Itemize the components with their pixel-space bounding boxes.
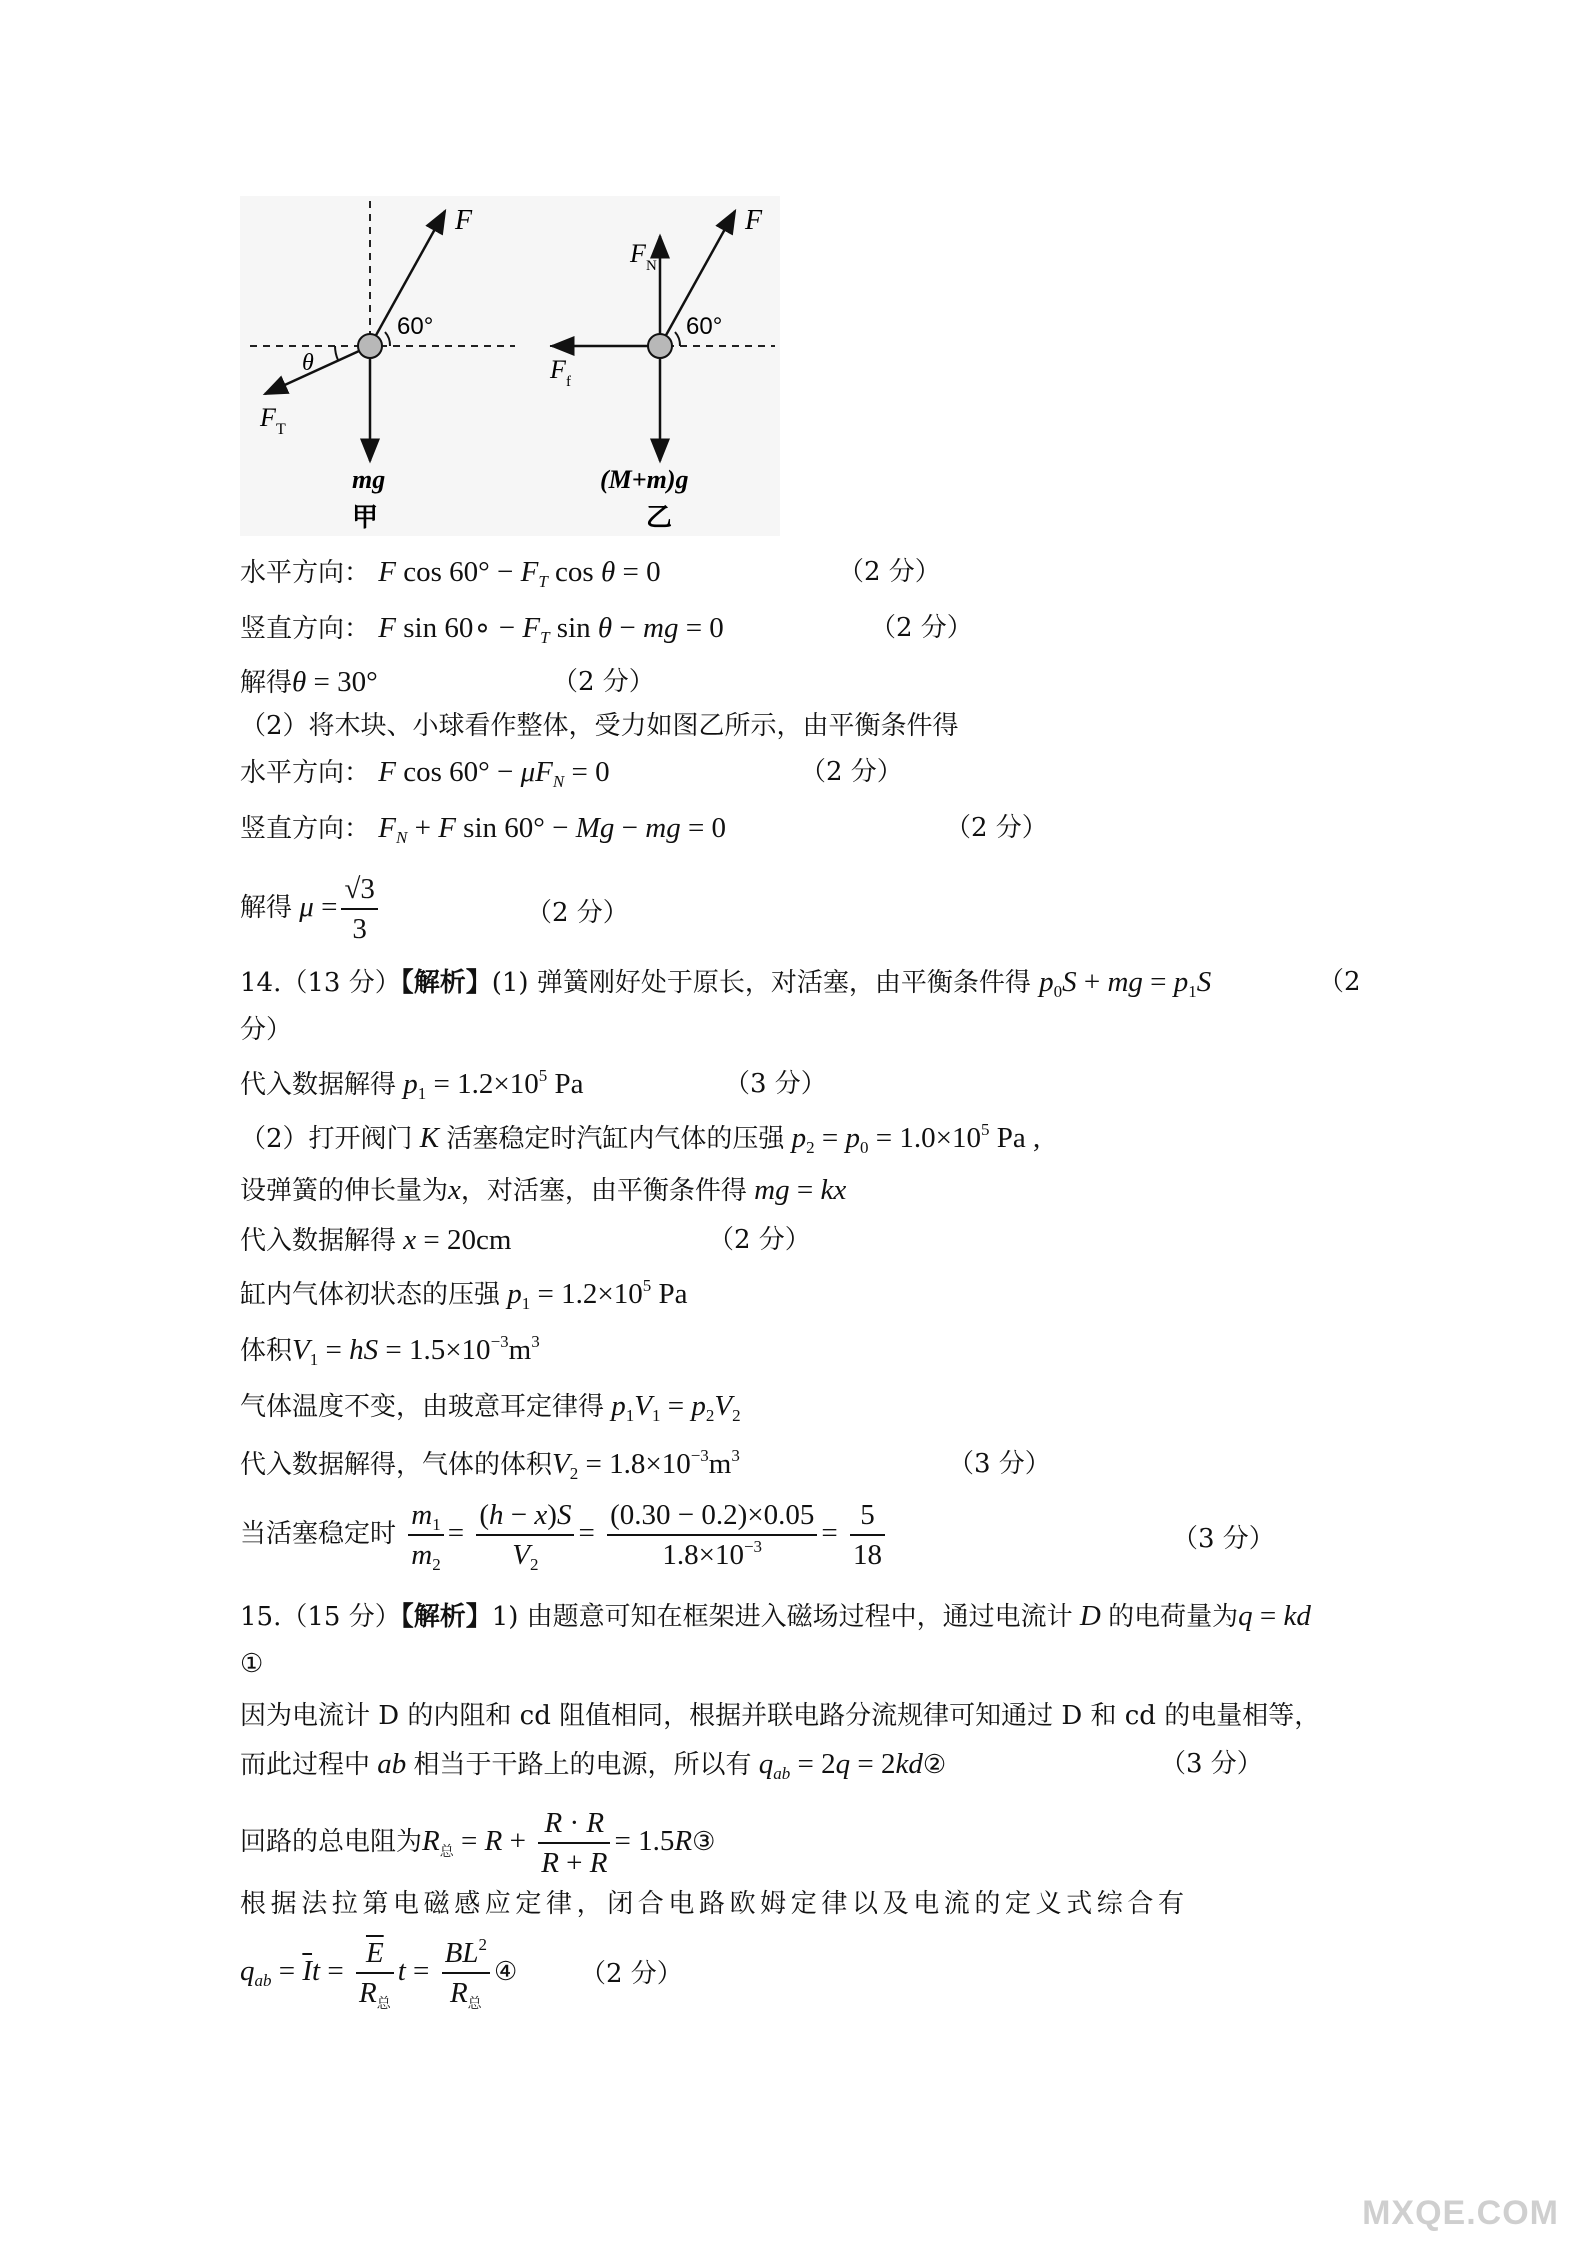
q14-points-b: 分） xyxy=(240,1015,293,1045)
right-label-Ff: F xyxy=(550,355,566,384)
right-label-FN: F xyxy=(630,239,646,268)
q14-V2: 代入数据解得，气体的体积$V_2 = 1.8\times 10^{-3}m^3$ xyxy=(240,1446,740,1483)
result-theta: 解得θ = 30° xyxy=(240,666,378,698)
left-angle-arc xyxy=(385,332,390,346)
points-l25: （2 分） xyxy=(580,1959,683,1989)
left-label-jia: 甲 xyxy=(352,503,379,533)
right-label-Mmg: (M+m)g xyxy=(600,465,689,494)
points-l10: （3 分） xyxy=(724,1069,827,1099)
watermark-text: MXQE.COM xyxy=(1362,2194,1559,2232)
right-label-angle: 60° xyxy=(686,313,723,340)
points-l2: （2 分） xyxy=(870,613,973,643)
right-label-F: F xyxy=(745,205,763,236)
points-l5: （2 分） xyxy=(800,757,903,787)
q14-part2: （2）打开阀门 K 活塞稳定时汽缸内气体的压强 $p_2 = p_0 = 1.0\times 10^5$ Pa , xyxy=(240,1120,1041,1157)
q15-charge: $q_{ab} = \overline{I}t$ = $\frac{\overline{E}}{R_总}$ t = $\frac{BL^2}{R_总}$ ④ xyxy=(240,1935,518,2012)
left-label-FT-sub: T xyxy=(276,421,286,438)
left-theta-arc xyxy=(335,346,338,360)
eq-vertical-1 xyxy=(240,610,724,647)
left-label-theta: θ xyxy=(302,350,314,376)
left-label-FT: F xyxy=(260,403,276,432)
left-label-angle: 60° xyxy=(397,313,434,340)
q15-parallel: 因为电流计 D 的内阻和 cd 阻值相同，根据并联电路分流规律可知通过 D 和 cd 的电量相等， xyxy=(240,1701,1321,1731)
right-ball xyxy=(648,334,672,358)
points-l6: （2 分） xyxy=(945,813,1048,843)
q14-initial-p: 缸内气体初状态的压强 $p_1 = 1.2\times 10^5$ Pa xyxy=(240,1276,688,1313)
left-ball xyxy=(358,334,382,358)
q14-volume: 体积$V_1$ = hS = $1.5\times 10^{-3}m^3$ xyxy=(240,1332,540,1369)
eq-horizontal-2: 水平方向： F $\cos 60^\circ - \mu F_N = 0$ xyxy=(240,756,610,791)
left-force-FT-arrow xyxy=(265,346,370,394)
points-l17: （3 分） xyxy=(948,1449,1051,1479)
result-mu: 解得 μ = $\frac{√3}{3}$ xyxy=(240,870,382,948)
right-angle-arc xyxy=(675,332,680,346)
right-label-yi: 乙 xyxy=(646,503,673,533)
q15-qab: 而此过程中 ab 相当于干路上的电源，所以有 $q_{ab} = 2q$ = 2kd② xyxy=(240,1748,947,1783)
q15-jiexi: 【解析】 xyxy=(400,1602,492,1632)
right-label-FN-sub: N xyxy=(646,258,657,274)
q15-faraday: 根据法拉第电磁感应定律，闭合电路欧姆定律以及电流的定义式综合有 xyxy=(240,1889,1189,1919)
eq-horizontal-1 xyxy=(240,554,661,591)
label-vertical: 竖直方向： xyxy=(240,614,371,644)
q15-number: 15.（15 分） xyxy=(240,1602,401,1632)
q14-points-a: （2 xyxy=(1318,967,1361,997)
right-label-Ff-sub: f xyxy=(566,374,571,390)
q15-total-r: 回路的总电阻为$R_总 = R$ + $\frac{R \cdot R}{R + R}$ = 1.5R③ xyxy=(240,1804,715,1882)
q14-ratio: 当活塞稳定时 $\frac{m_1}{m_2}$ = $\frac{(h - x)S}{V_2}$ = $\frac{(0.30 - 0.2)\times 0.05}{1.8\times 10^{-3}}$ = $\frac{5}{18}$ xyxy=(240,1496,889,1574)
q14-number: 14.（13 分） xyxy=(240,968,401,998)
label-horizontal-2: 水平方向： xyxy=(240,758,371,788)
equation-h1: F $\cos 60^\circ - F_T$ cos θ = 0 xyxy=(378,556,661,591)
left-label-mg: mg xyxy=(352,465,386,494)
points-l18: （3 分） xyxy=(1172,1524,1275,1554)
q14-heading: 14.（13 分）【解析】(1) 弹簧刚好处于原长，对活塞，由平衡条件得 $p_0S$ + mg = $p_1S$ xyxy=(240,966,1212,1001)
force-diagram-svg xyxy=(240,196,780,536)
circle-1: ① xyxy=(240,1649,264,1679)
q15-heading: 15.（15 分）【解析】1) 由题意可知在框架进入磁场过程中，通过电流计 D 的电荷量为q = kd xyxy=(240,1600,1311,1632)
points-l3: （2 分） xyxy=(552,667,655,697)
q14-x: 代入数据解得 x = 20cm xyxy=(240,1224,512,1256)
left-label-F: F xyxy=(455,205,473,236)
points-l13: （2 分） xyxy=(708,1225,811,1255)
points-l7: （2 分） xyxy=(526,898,629,928)
points-l22: （3 分） xyxy=(1160,1749,1263,1779)
label-solve-2: 解得 xyxy=(240,893,293,923)
q14-boyle: 气体温度不变，由玻意耳定律得 $p_1V_1 = p_2V_2$ xyxy=(240,1390,741,1425)
part2-intro: （2）将木块、小球看作整体，受力如图乙所示，由平衡条件得 xyxy=(240,711,959,741)
equation-v1: F sin 60∘ − $F_T$ sin θ − mg = 0 xyxy=(378,612,724,647)
label-solve: 解得 xyxy=(240,668,293,698)
watermark xyxy=(1362,2194,1559,2233)
label-horizontal: 水平方向： xyxy=(240,558,371,588)
q14-p1: 代入数据解得 $p_1 = 1.2\times 10^5$ Pa xyxy=(240,1066,584,1103)
label-vertical-2: 竖直方向： xyxy=(240,814,371,844)
q14-spring: 设弹簧的伸长量为x，对活塞，由平衡条件得 mg = kx xyxy=(240,1174,847,1206)
q14-jiexi: 【解析】 xyxy=(400,968,492,998)
eq-vertical-2: 竖直方向： $F_N + F$ sin 60° − Mg − mg = 0 xyxy=(240,812,727,847)
points-l1: （2 分） xyxy=(838,557,941,587)
force-diagram xyxy=(240,196,780,536)
